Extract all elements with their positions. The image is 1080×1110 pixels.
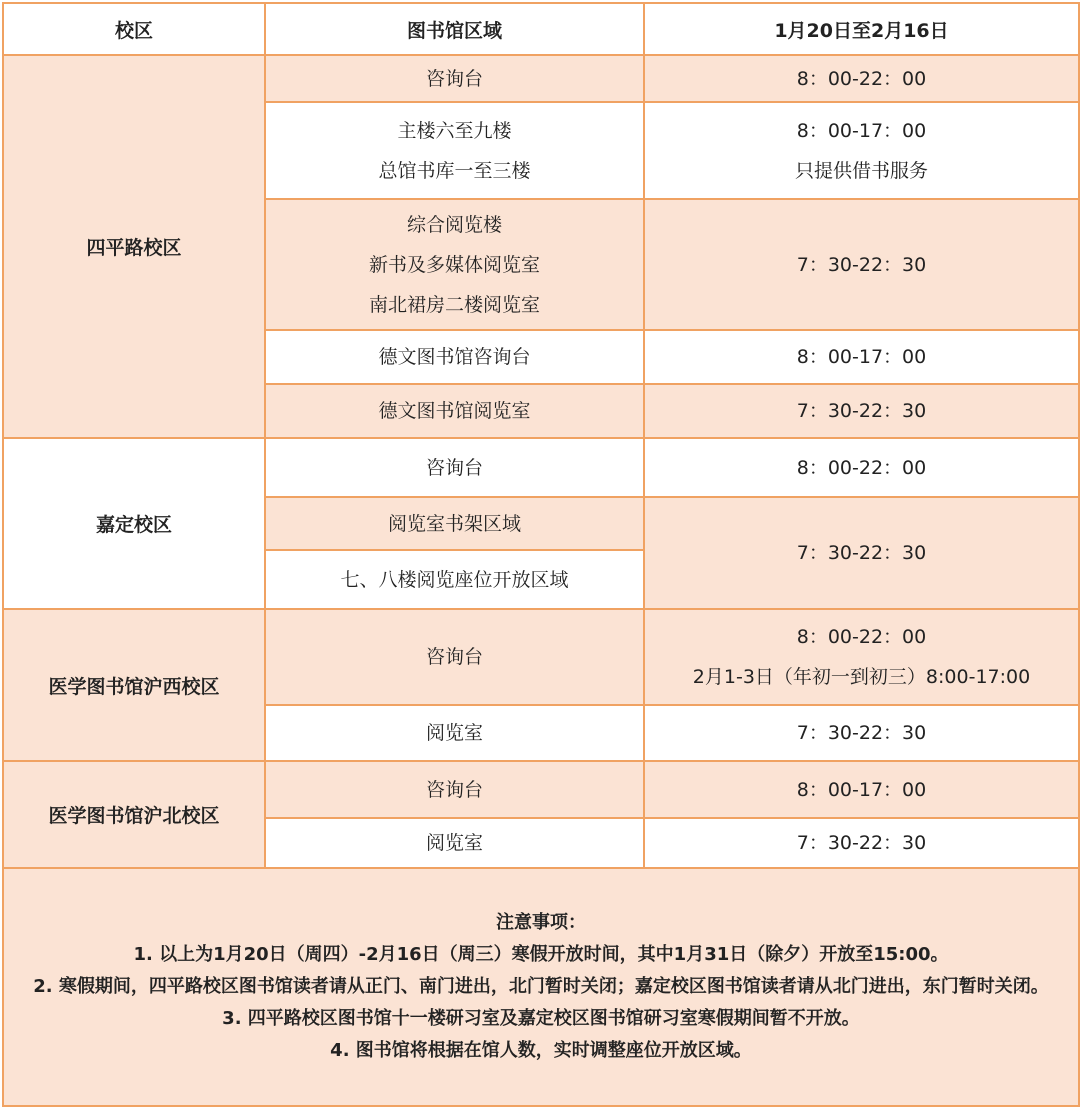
area-line: 咨询台 xyxy=(425,778,483,801)
time-line: 2月1-3日（年初一到初三）8:00-17:00 xyxy=(692,666,1031,688)
time-line: 只提供借书服务 xyxy=(794,159,928,182)
time-cell xyxy=(644,102,1079,199)
campus-hubei: 医学图书馆沪北校区 xyxy=(3,761,265,868)
time-line: 7：30-22：30 xyxy=(796,832,927,854)
area-cell xyxy=(265,705,644,761)
table-row xyxy=(3,761,1079,818)
area-line: 德文图书馆咨询台 xyxy=(378,346,531,368)
area-line: 新书及多媒体阅览室 xyxy=(368,253,540,276)
header-area: 图书馆区域 xyxy=(265,3,644,55)
notes-row xyxy=(3,868,1079,1106)
time-cell xyxy=(644,818,1079,868)
time-cell xyxy=(644,438,1079,497)
area-line: 咨询台 xyxy=(425,67,483,90)
area-cell xyxy=(265,199,644,330)
table-header-row xyxy=(3,3,1079,55)
area-line: 阅览室书架区域 xyxy=(387,512,521,535)
note-item: 4. 图书馆将根据在馆人数，实时调整座位开放区域。 xyxy=(330,1040,752,1061)
area-cell xyxy=(265,818,644,868)
time-line: 7：30-22：30 xyxy=(796,253,927,276)
area-line: 咨询台 xyxy=(425,456,483,479)
area-cell xyxy=(265,55,644,102)
table-row xyxy=(3,55,1079,102)
note-item: 3. 四平路校区图书馆十一楼研习室及嘉定校区图书馆研习室寒假期间暂不开放。 xyxy=(222,1008,860,1029)
time-line: 8：00-17：00 xyxy=(796,346,927,368)
area-cell xyxy=(265,761,644,818)
time-line: 7：30-22：30 xyxy=(796,400,927,422)
area-line: 阅览室 xyxy=(425,722,483,744)
time-line: 8：00-22：00 xyxy=(796,67,927,90)
area-line: 主楼六至九楼 xyxy=(397,119,512,142)
time-cell xyxy=(644,705,1079,761)
table-row xyxy=(3,609,1079,705)
time-cell xyxy=(644,497,1079,609)
notes-cell xyxy=(3,868,1079,1106)
campus-jiading: 嘉定校区 xyxy=(3,438,265,609)
area-cell xyxy=(265,438,644,497)
table-row xyxy=(3,438,1079,497)
campus-siping: 四平路校区 xyxy=(3,55,265,438)
area-cell xyxy=(265,497,644,550)
time-line: 8：00-17：00 xyxy=(796,778,927,801)
time-cell xyxy=(644,55,1079,102)
area-cell xyxy=(265,330,644,384)
header-campus: 校区 xyxy=(3,3,265,55)
area-line: 总馆书库一至三楼 xyxy=(378,159,531,182)
area-cell xyxy=(265,102,644,199)
time-line: 8：00-22：00 xyxy=(796,456,927,479)
area-line: 七、八楼阅览座位开放区域 xyxy=(340,568,569,591)
time-cell xyxy=(644,199,1079,330)
area-line: 德文图书馆阅览室 xyxy=(378,400,531,422)
campus-huxi: 医学图书馆沪西校区 xyxy=(3,609,265,761)
area-line: 咨询台 xyxy=(425,646,483,668)
time-cell xyxy=(644,330,1079,384)
time-line: 7：30-22：30 xyxy=(796,722,927,744)
note-item: 2. 寒假期间，四平路校区图书馆读者请从正门、南门进出，北门暂时关闭；嘉定校区图书馆读者请从北门进出，东门暂时关闭。 xyxy=(33,976,1049,997)
time-line: 7：30-22：30 xyxy=(796,542,927,564)
note-item: 1. 以上为1月20日（周四）-2月16日（周三）寒假开放时间，其中1月31日（除夕）开放至15:00。 xyxy=(133,944,949,965)
area-cell xyxy=(265,384,644,438)
time-line: 8：00-22：00 xyxy=(796,626,927,648)
header-period: 1月20日至2月16日 xyxy=(644,3,1079,55)
area-line: 综合阅览楼 xyxy=(406,213,502,236)
area-cell xyxy=(265,609,644,705)
library-hours-table xyxy=(2,2,1080,1107)
area-line: 南北裙房二楼阅览室 xyxy=(368,293,540,316)
time-cell xyxy=(644,384,1079,438)
area-cell xyxy=(265,550,644,609)
area-line: 阅览室 xyxy=(425,832,483,854)
time-line: 8：00-17：00 xyxy=(796,119,927,142)
time-cell xyxy=(644,609,1079,705)
time-cell xyxy=(644,761,1079,818)
notes-title: 注意事项： xyxy=(496,912,586,933)
